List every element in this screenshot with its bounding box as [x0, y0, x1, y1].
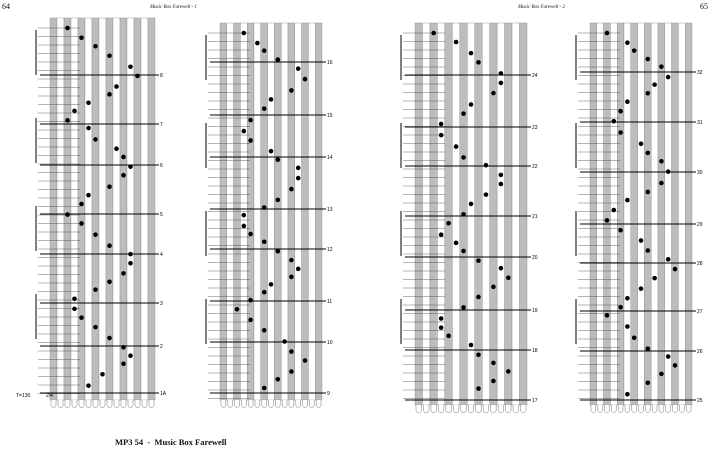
tine: [651, 23, 658, 405]
tine: [430, 23, 437, 405]
note-dot: [79, 315, 84, 320]
measure-number: 3: [160, 301, 163, 307]
measure-number: 17: [532, 398, 538, 404]
tine: [288, 23, 295, 400]
note-dot: [86, 193, 91, 198]
note-dot: [646, 57, 651, 62]
tine-foot: [625, 405, 630, 412]
tine-foot: [51, 400, 56, 408]
left-page-title: Music Box Farewell - 1: [150, 5, 198, 10]
note-dot: [469, 51, 474, 56]
tine-foot: [255, 400, 260, 407]
tine-foot: [248, 400, 253, 407]
tine-foot: [611, 405, 616, 412]
note-dot: [269, 282, 274, 287]
tine-foot: [228, 400, 233, 407]
note-dot: [666, 257, 671, 262]
measure-number: 4: [160, 252, 163, 258]
note-dot: [72, 109, 77, 114]
note-dot: [625, 40, 630, 45]
tine: [590, 23, 597, 405]
note-dot: [646, 381, 651, 386]
tine-foot: [461, 405, 466, 413]
note-dot: [666, 354, 671, 359]
note-dot: [128, 252, 133, 257]
tine-foot: [303, 400, 308, 407]
note-dot: [303, 358, 308, 363]
tine: [254, 23, 261, 400]
tine-foot: [309, 400, 314, 407]
note-dot: [262, 48, 267, 53]
tine-foot: [114, 400, 119, 408]
note-dot: [625, 198, 630, 203]
tine: [665, 23, 672, 405]
note-dot: [242, 31, 247, 36]
tine-foot: [632, 405, 637, 412]
note-dot: [431, 31, 436, 36]
tine: [672, 23, 679, 405]
measure-number: 30: [697, 170, 703, 176]
note-dot: [454, 144, 459, 149]
measure-number: 29: [697, 222, 703, 228]
tine: [268, 23, 275, 400]
note-dot: [79, 202, 84, 207]
note-dot: [255, 41, 260, 46]
note-dot: [289, 187, 294, 192]
tine-foot: [289, 400, 294, 407]
tine-foot: [686, 405, 691, 412]
note-dot: [289, 349, 294, 354]
note-dot: [476, 352, 481, 357]
measure-number: 15: [327, 113, 333, 119]
tine-foot: [673, 405, 678, 412]
note-dot: [646, 151, 651, 156]
note-dot: [93, 232, 98, 237]
tine-foot: [316, 400, 321, 407]
note-dot: [632, 335, 637, 340]
note-dot: [296, 166, 301, 171]
tine-foot: [65, 400, 70, 408]
note-dot: [499, 182, 504, 187]
note-dot: [128, 64, 133, 69]
note-dot: [625, 99, 630, 104]
tine-foot: [598, 405, 603, 412]
note-dot: [646, 190, 651, 195]
note-dot: [128, 261, 133, 266]
note-dot: [476, 258, 481, 263]
note-dot: [107, 92, 112, 97]
note-dot: [461, 155, 466, 160]
tine: [512, 23, 519, 405]
measure-number: 18: [532, 348, 538, 354]
tine-foot: [100, 400, 105, 408]
tine-foot: [453, 405, 458, 413]
tine: [261, 23, 268, 400]
tine-foot: [221, 400, 226, 407]
measure-number: 27: [697, 309, 703, 315]
note-dot: [454, 40, 459, 45]
note-dot: [469, 343, 474, 348]
note-dot: [652, 276, 657, 281]
note-dot: [128, 353, 133, 358]
note-dot: [269, 97, 274, 102]
note-dot: [262, 239, 267, 244]
note-dot: [439, 133, 444, 138]
caption-name: Music Box Farewell: [154, 437, 227, 447]
measure-number: 13: [327, 207, 333, 213]
note-dot: [72, 296, 77, 301]
note-dot: [499, 71, 504, 76]
tine-foot: [476, 405, 481, 413]
measure-number: 7: [160, 122, 163, 128]
tine: [497, 23, 504, 405]
note-dot: [276, 377, 281, 382]
note-dot: [79, 221, 84, 226]
note-dot: [484, 163, 489, 168]
note-dot: [461, 305, 466, 310]
tine-foot: [639, 405, 644, 412]
tine: [315, 23, 322, 400]
tine-foot: [431, 405, 436, 413]
tine-foot: [262, 400, 267, 407]
tine: [658, 23, 665, 405]
note-dot: [625, 296, 630, 301]
note-dot: [666, 75, 671, 80]
note-dot: [276, 198, 281, 203]
tine-foot: [79, 400, 84, 408]
measure-number: 11: [327, 299, 333, 305]
note-dot: [625, 324, 630, 329]
measure-number: 28: [697, 261, 703, 267]
tine: [415, 23, 422, 405]
tine: [610, 23, 617, 405]
tine-foot: [296, 400, 301, 407]
tine-foot: [468, 405, 473, 413]
note-dot: [499, 81, 504, 86]
note-dot: [296, 66, 301, 71]
song-caption: [115, 437, 227, 447]
note-dot: [446, 221, 451, 226]
note-dot: [454, 241, 459, 246]
note-dot: [107, 243, 112, 248]
tine: [490, 23, 497, 405]
note-dot: [605, 218, 610, 223]
note-dot: [65, 118, 70, 123]
note-dot: [639, 238, 644, 243]
note-dot: [673, 363, 678, 368]
tine-foot: [93, 400, 98, 408]
note-dot: [235, 307, 240, 312]
tine: [437, 23, 444, 405]
tine-foot: [149, 400, 154, 408]
note-dot: [639, 286, 644, 291]
note-dot: [100, 372, 105, 377]
tine: [445, 23, 452, 405]
note-dot: [72, 307, 77, 312]
note-dot: [262, 106, 267, 111]
tine-foot: [58, 400, 63, 408]
note-dot: [461, 212, 466, 217]
note-dot: [121, 155, 126, 160]
note-dot: [262, 328, 267, 333]
tine: [520, 23, 527, 405]
measure-number: 23: [532, 125, 538, 131]
note-dot: [506, 275, 511, 280]
note-dot: [289, 258, 294, 263]
measure-number: 6: [160, 163, 163, 169]
caption-code: MP3 54: [115, 437, 144, 447]
note-dot: [439, 232, 444, 237]
note-dot: [499, 266, 504, 271]
tine-foot: [645, 405, 650, 412]
tine-foot: [135, 400, 140, 408]
note-dot: [618, 130, 623, 135]
note-dot: [248, 118, 253, 123]
note-dot: [484, 192, 489, 197]
note-dot: [605, 313, 610, 318]
tine: [631, 23, 638, 405]
note-dot: [107, 336, 112, 341]
measure-number: 14: [327, 155, 333, 161]
note-dot: [276, 249, 281, 254]
note-dot: [659, 64, 664, 69]
note-dot: [93, 137, 98, 142]
note-dot: [289, 275, 294, 280]
note-dot: [248, 138, 253, 143]
tine-foot: [506, 405, 511, 413]
measure-number: 26: [697, 349, 703, 355]
note-dot: [86, 100, 91, 105]
tine-foot: [483, 405, 488, 413]
note-dot: [469, 202, 474, 207]
note-dot: [296, 267, 301, 272]
tine: [308, 23, 315, 400]
tine: [624, 23, 631, 405]
tempo-label: T=130: [16, 393, 31, 399]
tine-foot: [275, 400, 280, 407]
note-dot: [114, 84, 119, 89]
right-page-title: Music Box Farewell - 2: [518, 5, 566, 10]
note-dot: [491, 285, 496, 290]
tine-foot: [652, 405, 657, 412]
tine: [617, 23, 624, 405]
measure-number: 10: [327, 340, 333, 346]
tine-foot: [591, 405, 596, 412]
note-dot: [107, 53, 112, 58]
measure-number: 22: [532, 164, 538, 170]
note-dot: [491, 91, 496, 96]
note-dot: [618, 305, 623, 310]
note-dot: [121, 173, 126, 178]
note-dot: [93, 287, 98, 292]
note-dot: [93, 44, 98, 49]
note-dot: [276, 157, 281, 162]
tine: [678, 23, 685, 405]
note-dot: [659, 159, 664, 164]
note-dot: [469, 102, 474, 107]
tine-foot: [446, 405, 451, 413]
note-dot: [121, 345, 126, 350]
tine: [597, 23, 604, 405]
tine-foot: [235, 400, 240, 407]
note-dot: [107, 279, 112, 284]
note-dot: [86, 126, 91, 131]
note-dot: [476, 60, 481, 65]
tine-foot: [241, 400, 246, 407]
tine-foot: [142, 400, 147, 408]
note-dot: [491, 361, 496, 366]
caption-separator: -: [147, 437, 151, 447]
measure-number: 2: [160, 344, 163, 350]
tine: [274, 23, 281, 400]
note-dot: [625, 392, 630, 397]
note-dot: [666, 169, 671, 174]
measure-number: 5: [160, 212, 163, 218]
note-dot: [282, 339, 287, 344]
tine: [604, 23, 611, 405]
note-dot: [499, 173, 504, 178]
tine: [452, 23, 459, 405]
measure-number: 19: [532, 308, 538, 314]
note-dot: [248, 232, 253, 237]
note-dot: [612, 208, 617, 213]
tine-foot: [659, 405, 664, 412]
note-dot: [262, 386, 267, 391]
note-dot: [242, 213, 247, 218]
tine-foot: [86, 400, 91, 408]
note-dot: [605, 31, 610, 36]
note-dot: [659, 372, 664, 377]
note-dot: [476, 295, 481, 300]
tine: [295, 23, 302, 400]
tine-foot: [72, 400, 77, 408]
note-dot: [612, 119, 617, 124]
tine-foot: [618, 405, 623, 412]
tine-foot: [282, 400, 287, 407]
measure-number: 8: [160, 73, 163, 79]
note-dot: [632, 48, 637, 53]
note-dot: [646, 91, 651, 96]
note-dot: [242, 129, 247, 134]
tine-foot: [128, 400, 133, 408]
note-dot: [276, 57, 281, 62]
note-dot: [121, 361, 126, 366]
tine-foot: [107, 400, 112, 408]
note-dot: [652, 82, 657, 87]
note-dot: [262, 290, 267, 295]
measure-number: 24: [532, 73, 538, 79]
tine-foot: [679, 405, 684, 412]
tine: [422, 23, 429, 405]
note-dot: [121, 271, 126, 276]
tine: [482, 23, 489, 405]
tine-foot: [498, 405, 503, 413]
note-dot: [135, 74, 140, 79]
note-dot: [289, 88, 294, 93]
note-dot: [461, 111, 466, 116]
measure-number: 21: [532, 214, 538, 220]
tine-foot: [269, 400, 274, 407]
note-dot: [86, 383, 91, 388]
measure-number: 9: [327, 391, 330, 397]
measure-number: 31: [697, 120, 703, 126]
note-dot: [303, 77, 308, 82]
note-dot: [673, 267, 678, 272]
note-dot: [639, 141, 644, 146]
tine-foot: [416, 405, 421, 413]
tine: [475, 23, 482, 405]
note-dot: [476, 386, 481, 391]
note-dot: [659, 181, 664, 186]
note-dot: [289, 369, 294, 374]
note-dot: [114, 146, 119, 151]
measure-number: 25: [697, 398, 703, 404]
note-dot: [107, 184, 112, 189]
note-dot: [248, 298, 253, 303]
note-dot: [65, 212, 70, 217]
note-dot: [439, 316, 444, 321]
note-dot: [439, 122, 444, 127]
tine: [467, 23, 474, 405]
note-dot: [79, 35, 84, 40]
tine: [505, 23, 512, 405]
right-page-number: 65: [700, 2, 708, 11]
tine: [685, 23, 692, 405]
note-dot: [269, 149, 274, 154]
note-dot: [248, 318, 253, 323]
note-dot: [618, 228, 623, 233]
start-label: 2/4: [46, 393, 53, 399]
note-dot: [65, 26, 70, 31]
tine-foot: [513, 405, 518, 413]
measure-number: 20: [532, 255, 538, 261]
note-dot: [461, 249, 466, 254]
tine-foot: [491, 405, 496, 413]
tine-foot: [423, 405, 428, 413]
note-dot: [262, 205, 267, 210]
tine-foot: [605, 405, 610, 412]
left-page-number: 64: [2, 2, 10, 11]
note-dot: [618, 109, 623, 114]
measure-number: 1A: [160, 391, 167, 397]
note-dot: [506, 369, 511, 374]
tine-foot: [666, 405, 671, 412]
note-dot: [242, 224, 247, 229]
note-dot: [439, 325, 444, 330]
tine-foot: [121, 400, 126, 408]
tine: [638, 23, 645, 405]
measure-number: 32: [697, 70, 703, 76]
measure-number: 16: [327, 60, 333, 66]
tine-foot: [521, 405, 526, 413]
tine-foot: [438, 405, 443, 413]
note-dot: [646, 346, 651, 351]
note-dot: [491, 379, 496, 384]
note-dot: [296, 176, 301, 181]
note-dot: [646, 248, 651, 253]
measure-number: 12: [327, 247, 333, 253]
note-dot: [93, 325, 98, 330]
note-dot: [128, 164, 133, 169]
note-dot: [446, 334, 451, 339]
